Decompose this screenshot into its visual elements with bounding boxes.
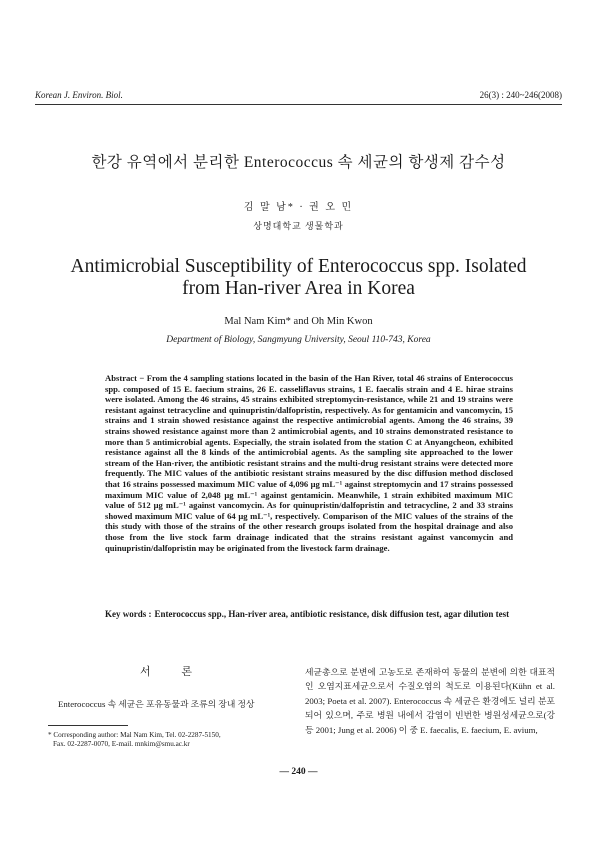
right-column [305,665,555,737]
abstract-body: − From the 4 sampling stations located in the basin of the Han River, total 46 strains of Enterococcus spp. composed of 15 E. faecium strains, 26 E. casseliflavus strains, 1 E. faecalis strain and 4 E. hirae strains were isolated. Among the 46 strains, 45 strains exhibited streptomycin-resistance, while 21 and 19 strains were resistant against tetracycline and quinupristin/dalfopristin, respectively. As for gentamicin and vancomycin, 15 strains and 1 strain showed resistance against the respective antimicrobial agents. Among the 46 strains, 39 strains showed resistance against more than 2 antimicrobial agents, and 10 strains demonstrated resistance to more than 5 antimicrobial agents. Especially, the strain isolated from the station C at Anyangcheon, exhibited resistance against all the 8 kinds of the antimicrobial agents. As the sampling site approached to the lower stream of the Han-river, the antibiotic resistant strains and the multi-drug resistant strains were detected more frequently. The MIC values of the antibiotic resistant strains measured by the disc diffusion method disclosed that 16 strains possessed maximum MIC value of 4,096 μg mL⁻¹ against streptomycin and 17 strains possessed maximum MIC value of 2,048 μg mL⁻¹ against gentamicin. Meanwhile, 1 strain exhibited maximum MIC value of 512 μg mL⁻¹ against vancomycin. As for quinupristin/dalfopristin and tetracycline, 2 and 33 strains showed maximum MIC value of 64 μg mL⁻¹, respectively. Comparison of the MIC values of the strains of the this study with those of the strains of the other research groups isolated from the hospital drainage and also those from the live stock farm drainage indicated that the strains resistant against vancomycin and quinupristin/dalfopristin may be originated from the livestock farm drainage. [105,373,513,553]
citation: 26(3) : 240~246(2008) [479,90,562,100]
english-title-line-1: Antimicrobial Susceptibility of Enterococcus spp. Isolated [70,256,527,277]
footnote [48,731,284,750]
english-title-line-2: from Han-river Area in Korea [182,278,415,299]
abstract-label: Abstract [105,373,137,383]
english-title [35,256,562,300]
keywords-label: Key words : [105,609,152,619]
introduction-text: Enterococcus 속 세균은 포유동물과 조류의 장내 정상 [58,699,255,709]
left-column [48,663,284,711]
journal-name: Korean J. Environ. Biol. [35,90,123,100]
page-number: — 240 — [279,767,318,777]
section-heading-introduction: 서 론 [139,666,206,678]
english-authors: Mal Nam Kim* and Oh Min Kwon [224,316,373,327]
korean-affiliation: 상명대학교 생물학과 [253,221,344,231]
english-affiliation: Department of Biology, Sangmyung University, Seoul 110-743, Korea [166,335,431,345]
keywords [105,609,513,620]
footnote-line-2: Fax. 02-2287-0070, E-mail. mnkim@smu.ac.kr [53,740,190,749]
korean-authors: 김 말 남* · 권 오 민 [243,202,354,213]
header-rule [35,104,562,105]
keywords-value: Enterococcus spp., Han-river area, antibiotic resistance, disk diffusion test, agar dilution test [154,609,510,619]
korean-title: 한강 유역에서 분리한 Enterococcus 속 세균의 항생제 감수성 [91,154,506,171]
footnote-rule [48,725,128,726]
right-column-text: 세균총으로 분변에 고농도로 존재하여 동물의 분변에 의한 대표적인 오염지표세균으로서 수질오염의 척도로 이용된다(Kühn et al. 2003; Poeta et al. 2007). Enterococcus 속 세균은 환경에도 널리 분포되어 있으며, 주로 병원 내에서 감염이 빈번한 병원성세균으로(강 등 2001; Jung et al. 2006) 이 중 E. faecalis, E. faecium, E. avium, [305,667,555,735]
running-header [35,90,562,100]
abstract [105,373,513,553]
footnote-line-1: * Corresponding author: Mal Nam Kim, Tel. 02-2287-5150, [48,731,221,739]
